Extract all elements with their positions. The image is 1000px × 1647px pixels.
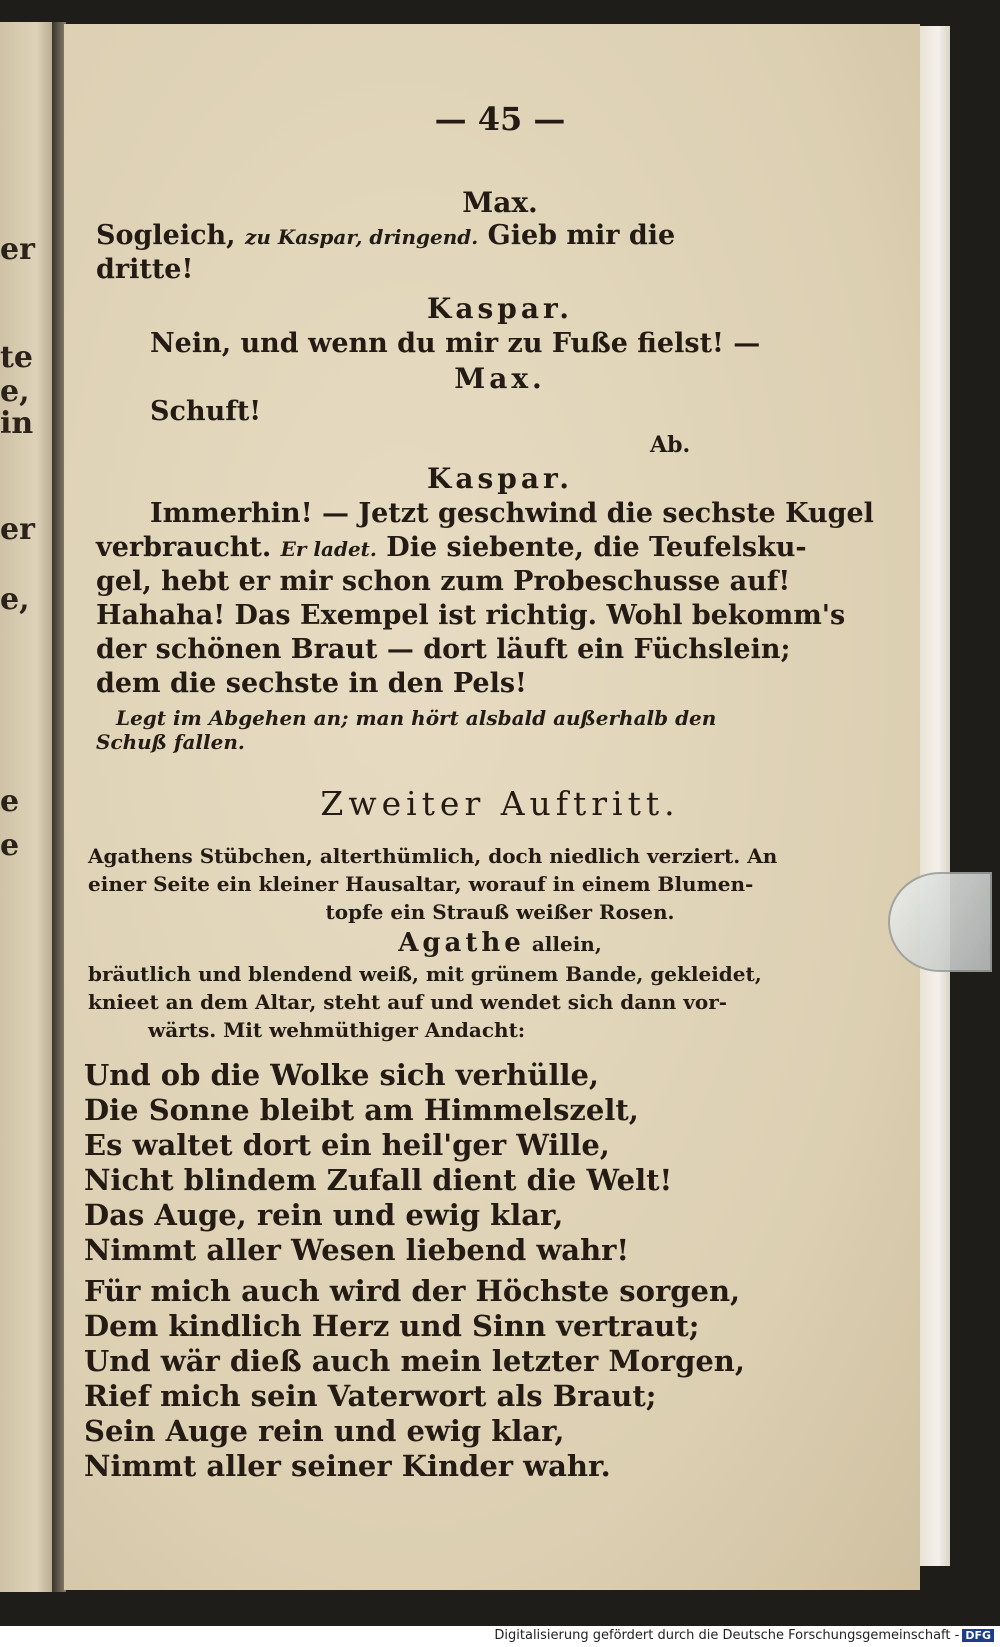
stage-direction: bräutlich und blendend weiß, mit grünem Bande, gekleidet, (88, 962, 762, 986)
left-page-fragment: e, (0, 374, 30, 409)
dialogue-line: Schuft! (150, 396, 262, 427)
dialogue-line: Hahaha! Das Exempel ist richtig. Wohl bekomm's (96, 600, 846, 631)
dialogue-line: gel, hebt er mir schon zum Probeschusse auf! (96, 566, 791, 597)
verse-line: Nicht blindem Zufall dient die Welt! (84, 1163, 673, 1197)
verse-line: Nimmt aller seiner Kinder wahr. (84, 1449, 611, 1483)
dialogue-line (96, 220, 675, 251)
speaker-kaspar: Kaspar. (427, 462, 573, 495)
verse-line: Nimmt aller Wesen liebend wahr! (84, 1233, 630, 1267)
page-number: — 45 — (434, 100, 566, 138)
stage-direction: Er ladet. (280, 537, 377, 561)
verse-line: Für mich auch wird der Höchste sorgen, (84, 1274, 741, 1308)
left-page-fragment: e (0, 784, 20, 819)
left-page-fragment: e (0, 828, 20, 863)
agathe-entry (0, 928, 1000, 958)
dialogue-text: Die siebente, die Teufelsku- (386, 532, 807, 563)
speaker-max: Max. (462, 186, 538, 219)
verse-line: Es waltet dort ein heil'ger Wille, (84, 1128, 610, 1162)
exit-direction: Ab. (650, 432, 691, 458)
stage-direction: Schuß fallen. (96, 730, 245, 754)
verse-line: Und ob die Wolke sich verhülle, (84, 1058, 600, 1092)
scene-title: Zweiter Auftritt. (320, 784, 680, 823)
left-page-fragment: in (0, 406, 34, 441)
dialogue-line: dritte! (96, 254, 194, 285)
verse-line: Und wär dieß auch mein letzter Morgen, (84, 1344, 745, 1378)
stage-direction: zu Kaspar, dringend. (244, 225, 479, 249)
stage-direction: allein, (531, 932, 602, 956)
speaker-agathe: Agathe (398, 928, 525, 958)
speaker-max: Max. (454, 362, 546, 395)
speaker-kaspar: Kaspar. (427, 292, 573, 325)
stage-direction: knieet an dem Altar, steht auf und wendet sich dann vor- (88, 990, 728, 1014)
verse-line: Das Auge, rein und ewig klar, (84, 1198, 564, 1232)
dialogue-line: der schönen Braut — dort läuft ein Füchslein; (96, 634, 791, 665)
dialogue-text: Sogleich, (96, 220, 236, 251)
dialogue-text: Gieb mir die (487, 220, 676, 251)
credit-text: Digitalisierung gefördert durch die Deutsche Forschungsgemeinschaft - (494, 1628, 960, 1643)
scene-description: einer Seite ein kleiner Hausaltar, worauf in einem Blumen- (88, 872, 754, 896)
scene-description: topfe ein Strauß weißer Rosen. (325, 900, 675, 924)
left-page-fragment: er (0, 512, 35, 547)
verse-line: Sein Auge rein und ewig klar, (84, 1414, 565, 1448)
dialogue-line: Nein, und wenn du mir zu Fuße fielst! — (150, 328, 761, 359)
verse-line: Rief mich sein Vaterwort als Braut; (84, 1379, 657, 1413)
left-page-fragment: te (0, 340, 33, 375)
dialogue-text: verbraucht. (96, 532, 272, 563)
stage-direction: Legt im Abgehen an; man hört alsbald außerhalb den (116, 706, 717, 730)
dialogue-line (96, 532, 807, 563)
dialogue-line: dem die sechste in den Pels! (96, 668, 527, 699)
digitization-credit (494, 1628, 994, 1643)
dialogue-line: Immerhin! — Jetzt geschwind die sechste Kugel (150, 498, 874, 529)
verse-line: Die Sonne bleibt am Himmelszelt, (84, 1093, 639, 1127)
left-page-fragment: er (0, 232, 35, 267)
dfg-logo: DFG (962, 1629, 994, 1642)
stage-direction: wärts. Mit wehmüthiger Andacht: (148, 1018, 526, 1042)
left-page-fragment: e, (0, 582, 30, 617)
scene-description: Agathens Stübchen, alterthümlich, doch niedlich verziert. An (88, 844, 778, 868)
verse-line: Dem kindlich Herz und Sinn vertraut; (84, 1309, 700, 1343)
